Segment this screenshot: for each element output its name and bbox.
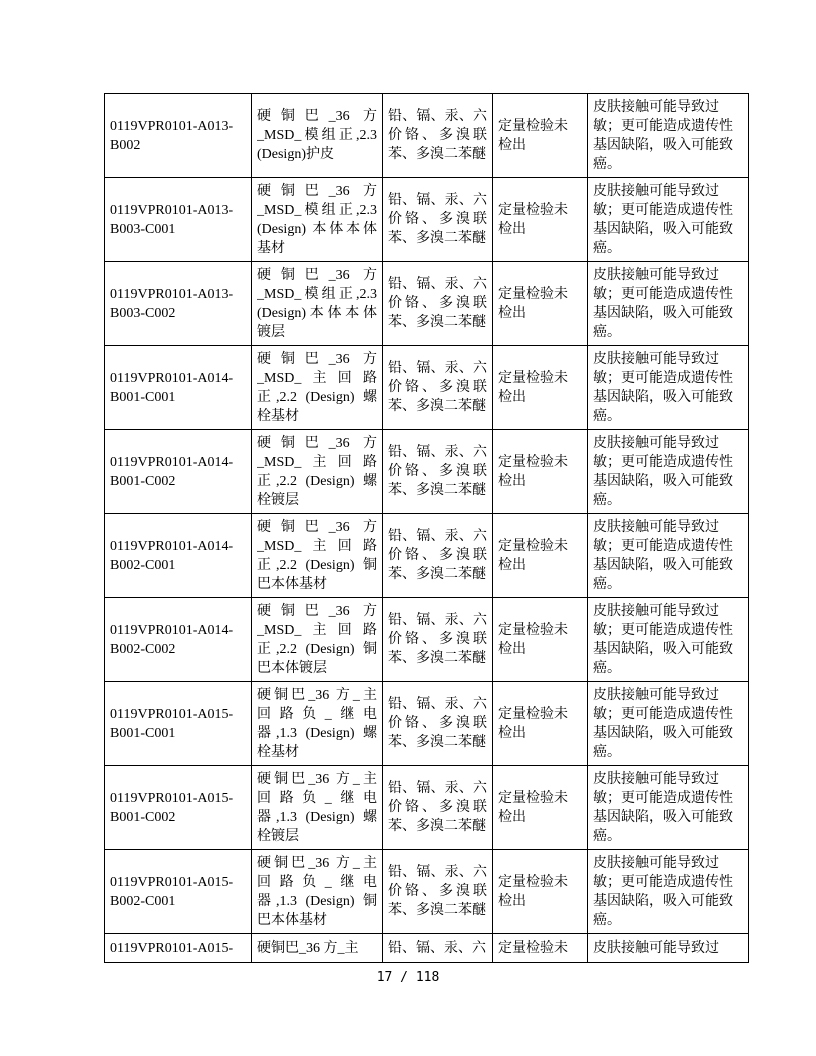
text-line: 苯、多溴二苯醚	[388, 483, 486, 498]
text-line: 0119VPR0101-A015-	[110, 706, 234, 722]
page-number: 17 / 118	[376, 970, 440, 985]
text-line: 硬铜巴_36 方	[257, 603, 377, 619]
text-line: _MSD_模组正,2.3	[257, 202, 377, 218]
text-line: 铅、镉、汞、六	[388, 277, 487, 292]
text-line: 癌。	[593, 156, 621, 172]
text-line: 巴本体基材	[257, 576, 327, 592]
text-line: 器,1.3 (Design) 螺	[257, 809, 377, 825]
text-line: 癌。	[593, 324, 621, 340]
text-line: 硬铜巴_36 方_主	[257, 855, 377, 871]
text-line: 敏；更可能造成遗传性	[593, 370, 733, 386]
text-line: 皮肤接触可能导致过	[593, 687, 719, 703]
cell-part-number	[105, 346, 252, 430]
text-line: 基因缺陷，吸入可能致	[593, 725, 733, 741]
text-line: 硬铜巴_36 方_主	[257, 771, 377, 787]
table-row	[105, 850, 749, 934]
text-line: _MSD_主回路	[257, 538, 377, 554]
text-line: 基因缺陷，吸入可能致	[593, 641, 733, 657]
text-line: 铅、镉、汞、六	[388, 781, 487, 796]
table-row	[105, 430, 749, 514]
text-line: 敏；更可能造成遗传性	[593, 538, 733, 554]
cell-part-number	[105, 178, 252, 262]
text-line: 铅、镉、汞、六	[388, 940, 486, 956]
cell-hazard-warning	[588, 346, 749, 430]
text-line: 定量检验未	[498, 286, 568, 302]
text-line: 皮肤接触可能导致过	[593, 267, 719, 283]
text-line: 敏；更可能造成遗传性	[593, 874, 733, 890]
text-line: 栓镀层	[257, 828, 299, 844]
text-line: 硬铜巴_36 方	[257, 351, 377, 367]
cell-part-number	[105, 94, 252, 178]
text-line: 栓镀层	[257, 492, 299, 508]
text-line: 检出	[498, 893, 526, 909]
text-line: 0119VPR0101-A014-	[110, 622, 234, 638]
text-line: 癌。	[593, 576, 621, 592]
text-line: 定量检验未	[498, 790, 568, 806]
cell-part-number	[105, 682, 252, 766]
text-line: 苯、多溴二苯醚	[388, 231, 486, 246]
cell-hazardous-substances	[383, 346, 493, 430]
table-row	[105, 94, 749, 178]
text-line: 苯、多溴二苯醚	[388, 315, 486, 330]
table-row	[105, 346, 749, 430]
cell-material-description	[252, 514, 383, 598]
text-line: 定量检验未	[498, 940, 568, 956]
text-line: 栓基材	[257, 744, 299, 760]
text-line: 定量检验未	[498, 874, 568, 890]
table-row	[105, 262, 749, 346]
text-line: 皮肤接触可能导致过	[593, 855, 719, 871]
text-line: 回路负_继电	[257, 706, 377, 722]
text-line: 基因缺陷，吸入可能致	[593, 557, 733, 573]
cell-test-result	[493, 766, 588, 850]
text-line: 价铬、多溴联	[388, 716, 487, 731]
text-line: (Design) 本体本体	[257, 221, 377, 237]
text-line: 皮肤接触可能导致过	[593, 99, 719, 115]
text-line: 镀层	[257, 324, 285, 340]
text-line: 0119VPR0101-A013-	[110, 118, 234, 134]
text-line: _MSD_主回路	[257, 454, 377, 470]
cell-material-description	[252, 682, 383, 766]
table-row-clipped	[105, 934, 749, 963]
text-line: 正,2.2 (Design) 螺	[257, 389, 377, 405]
text-line: 皮肤接触可能导致过	[593, 771, 719, 787]
text-line: 0119VPR0101-A015-	[110, 874, 234, 890]
text-line: 价铬、多溴联	[388, 884, 487, 899]
text-line: _MSD_模组正,2.3	[257, 286, 377, 302]
cell-part-number	[105, 850, 252, 934]
text-line: B002	[110, 137, 141, 153]
text-line: 硬铜巴_36 方_主	[257, 687, 377, 703]
text-line: B001-C002	[110, 809, 176, 825]
text-line: 检出	[498, 137, 526, 153]
text-line: 检出	[498, 725, 526, 741]
text-line: 检出	[498, 641, 526, 657]
hazardous-substance-table	[104, 93, 749, 963]
text-line: B002-C001	[110, 893, 176, 909]
text-line: 正,2.2 (Design) 螺	[257, 473, 377, 489]
text-line: 苯、多溴二苯醚	[388, 819, 486, 834]
text-line: 0119VPR0101-A014-	[110, 538, 234, 554]
cell-part-number	[105, 430, 252, 514]
text-line: 正,2.2 (Design) 铜	[257, 641, 377, 657]
text-line: 基因缺陷，吸入可能致	[593, 893, 733, 909]
text-line: 硬铜巴_36 方	[257, 435, 377, 451]
text-line: 基因缺陷，吸入可能致	[593, 221, 733, 237]
text-line: 价铬、多溴联	[388, 632, 487, 647]
cell-test-result	[493, 598, 588, 682]
text-line: 定量检验未	[498, 538, 568, 554]
text-line: 铅、镉、汞、六	[388, 109, 487, 124]
cell-hazardous-substances	[383, 430, 493, 514]
text-line: 价铬、多溴联	[388, 800, 487, 815]
cell-hazard-warning	[588, 682, 749, 766]
cell-material-description	[252, 934, 383, 963]
cell-hazard-warning	[588, 766, 749, 850]
text-line: 铅、镉、汞、六	[388, 529, 487, 544]
text-line: B001-C001	[110, 725, 176, 741]
cell-hazardous-substances	[383, 934, 493, 963]
cell-hazardous-substances	[383, 178, 493, 262]
text-line: 敏；更可能造成遗传性	[593, 706, 733, 722]
text-line: B003-C002	[110, 305, 176, 321]
cell-material-description	[252, 262, 383, 346]
text-line: 苯、多溴二苯醚	[388, 567, 486, 582]
text-line: 铅、镉、汞、六	[388, 193, 487, 208]
text-line: _MSD_模组正,2.3	[257, 128, 377, 143]
cell-hazard-warning	[588, 850, 749, 934]
text-line: 硬铜巴_36 方_主	[257, 940, 359, 956]
cell-material-description	[252, 94, 383, 178]
text-line: 基材	[257, 240, 285, 256]
text-line: 定量检验未	[498, 202, 568, 218]
text-line: 检出	[498, 305, 526, 321]
cell-hazardous-substances	[383, 850, 493, 934]
text-line: 铅、镉、汞、六	[388, 445, 487, 460]
text-line: 0119VPR0101-A013-	[110, 202, 234, 218]
text-line: 检出	[498, 473, 526, 489]
text-line: 回路负_继电	[257, 874, 377, 890]
cell-test-result	[493, 346, 588, 430]
cell-material-description	[252, 346, 383, 430]
text-line: 检出	[498, 809, 526, 825]
text-line: 基因缺陷，吸入可能致	[593, 389, 733, 405]
text-line: 癌。	[593, 828, 621, 844]
text-line: (Design)护皮	[257, 147, 334, 162]
table-row	[105, 682, 749, 766]
text-line: 巴本体基材	[257, 912, 327, 928]
text-line: 基因缺陷，吸入可能致	[593, 473, 733, 489]
text-line: 定量检验未	[498, 454, 568, 470]
cell-hazard-warning	[588, 262, 749, 346]
text-line: 铅、镉、汞、六	[388, 361, 487, 376]
text-line: 敏；更可能造成遗传性	[593, 118, 733, 134]
cell-hazard-warning	[588, 598, 749, 682]
cell-part-number	[105, 934, 252, 963]
text-line: 皮肤接触可能导致过	[593, 351, 719, 367]
text-line: 敏；更可能造成遗传性	[593, 622, 733, 638]
cell-test-result	[493, 262, 588, 346]
text-line: 检出	[498, 389, 526, 405]
text-line: 苯、多溴二苯醚	[388, 147, 486, 162]
text-line: 正,2.2 (Design) 铜	[257, 557, 377, 573]
cell-hazardous-substances	[383, 766, 493, 850]
text-line: 价铬、多溴联	[388, 128, 487, 143]
text-line: _MSD_主回路	[257, 370, 377, 386]
text-line: 0119VPR0101-A015-	[110, 790, 234, 806]
text-line: 价铬、多溴联	[388, 380, 487, 395]
table-body	[105, 94, 749, 963]
text-line: 铅、镉、汞、六	[388, 613, 487, 628]
text-line: B003-C001	[110, 221, 176, 237]
text-line: 敏；更可能造成遗传性	[593, 286, 733, 302]
text-line: 定量检验未	[498, 706, 568, 722]
cell-material-description	[252, 598, 383, 682]
text-line: 敏；更可能造成遗传性	[593, 454, 733, 470]
text-line: 癌。	[593, 912, 621, 928]
cell-test-result	[493, 430, 588, 514]
cell-material-description	[252, 766, 383, 850]
text-line: 苯、多溴二苯醚	[388, 735, 486, 750]
text-line: 价铬、多溴联	[388, 212, 487, 227]
text-line: 检出	[498, 557, 526, 573]
text-line: B002-C001	[110, 557, 176, 573]
text-line: 敏；更可能造成遗传性	[593, 202, 733, 218]
cell-hazardous-substances	[383, 598, 493, 682]
text-line: 价铬、多溴联	[388, 548, 487, 563]
cell-part-number	[105, 262, 252, 346]
text-line: 苯、多溴二苯醚	[388, 903, 486, 918]
text-line: 皮肤接触可能导致过	[593, 435, 719, 451]
cell-hazardous-substances	[383, 514, 493, 598]
cell-test-result	[493, 850, 588, 934]
text-line: (Design)本体本体	[257, 305, 377, 321]
text-line: 定量检验未	[498, 622, 568, 638]
text-line: 癌。	[593, 408, 621, 424]
cell-test-result	[493, 94, 588, 178]
text-line: B002-C002	[110, 641, 176, 657]
table-row	[105, 766, 749, 850]
cell-hazard-warning	[588, 430, 749, 514]
text-line: 回路负_继电	[257, 790, 377, 806]
text-line: 硬铜巴_36 方	[257, 267, 377, 283]
cell-test-result	[493, 934, 588, 963]
cell-material-description	[252, 850, 383, 934]
text-line: 癌。	[593, 240, 621, 256]
text-line: 硬铜巴_36 方	[257, 109, 377, 124]
text-line: B001-C002	[110, 473, 176, 489]
text-line: 定量检验未	[498, 118, 568, 134]
cell-material-description	[252, 430, 383, 514]
cell-hazard-warning	[588, 178, 749, 262]
text-line: 皮肤接触可能导致过	[593, 940, 719, 956]
cell-part-number	[105, 766, 252, 850]
text-line: 癌。	[593, 492, 621, 508]
text-line: 苯、多溴二苯醚	[388, 399, 486, 414]
text-line: _MSD_主回路	[257, 622, 377, 638]
table-row	[105, 598, 749, 682]
text-line: 硬铜巴_36 方	[257, 183, 377, 199]
text-line: 基因缺陷，吸入可能致	[593, 137, 733, 153]
text-line: 皮肤接触可能导致过	[593, 183, 719, 199]
cell-material-description	[252, 178, 383, 262]
text-line: 巴本体镀层	[257, 660, 327, 676]
cell-hazard-warning	[588, 934, 749, 963]
text-line: 皮肤接触可能导致过	[593, 519, 719, 535]
text-line: 器,1.3 (Design) 螺	[257, 725, 377, 741]
cell-test-result	[493, 514, 588, 598]
text-line: 器,1.3 (Design) 铜	[257, 893, 377, 909]
text-line: 癌。	[593, 744, 621, 760]
table-row	[105, 514, 749, 598]
text-line: 价铬、多溴联	[388, 464, 487, 479]
text-line: 苯、多溴二苯醚	[388, 651, 486, 666]
cell-part-number	[105, 514, 252, 598]
text-line: 定量检验未	[498, 370, 568, 386]
cell-part-number	[105, 598, 252, 682]
cell-hazardous-substances	[383, 262, 493, 346]
text-line: 检出	[498, 221, 526, 237]
text-line: 0119VPR0101-A014-	[110, 370, 234, 386]
text-line: 癌。	[593, 660, 621, 676]
text-line: 皮肤接触可能导致过	[593, 603, 719, 619]
text-line: 栓基材	[257, 408, 299, 424]
text-line: 硬铜巴_36 方	[257, 519, 377, 535]
cell-hazardous-substances	[383, 682, 493, 766]
cell-hazard-warning	[588, 94, 749, 178]
cell-hazardous-substances	[383, 94, 493, 178]
table-row	[105, 178, 749, 262]
text-line: 价铬、多溴联	[388, 296, 487, 311]
text-line: 敏；更可能造成遗传性	[593, 790, 733, 806]
text-line: 基因缺陷，吸入可能致	[593, 305, 733, 321]
text-line: 0119VPR0101-A013-	[110, 286, 234, 302]
text-line: 铅、镉、汞、六	[388, 865, 487, 880]
cell-hazard-warning	[588, 514, 749, 598]
text-line: 0119VPR0101-A015-	[110, 940, 234, 956]
text-line: 0119VPR0101-A014-	[110, 454, 234, 470]
cell-test-result	[493, 682, 588, 766]
cell-test-result	[493, 178, 588, 262]
text-line: B001-C001	[110, 389, 176, 405]
text-line: 铅、镉、汞、六	[388, 697, 487, 712]
text-line: 基因缺陷，吸入可能致	[593, 809, 733, 825]
